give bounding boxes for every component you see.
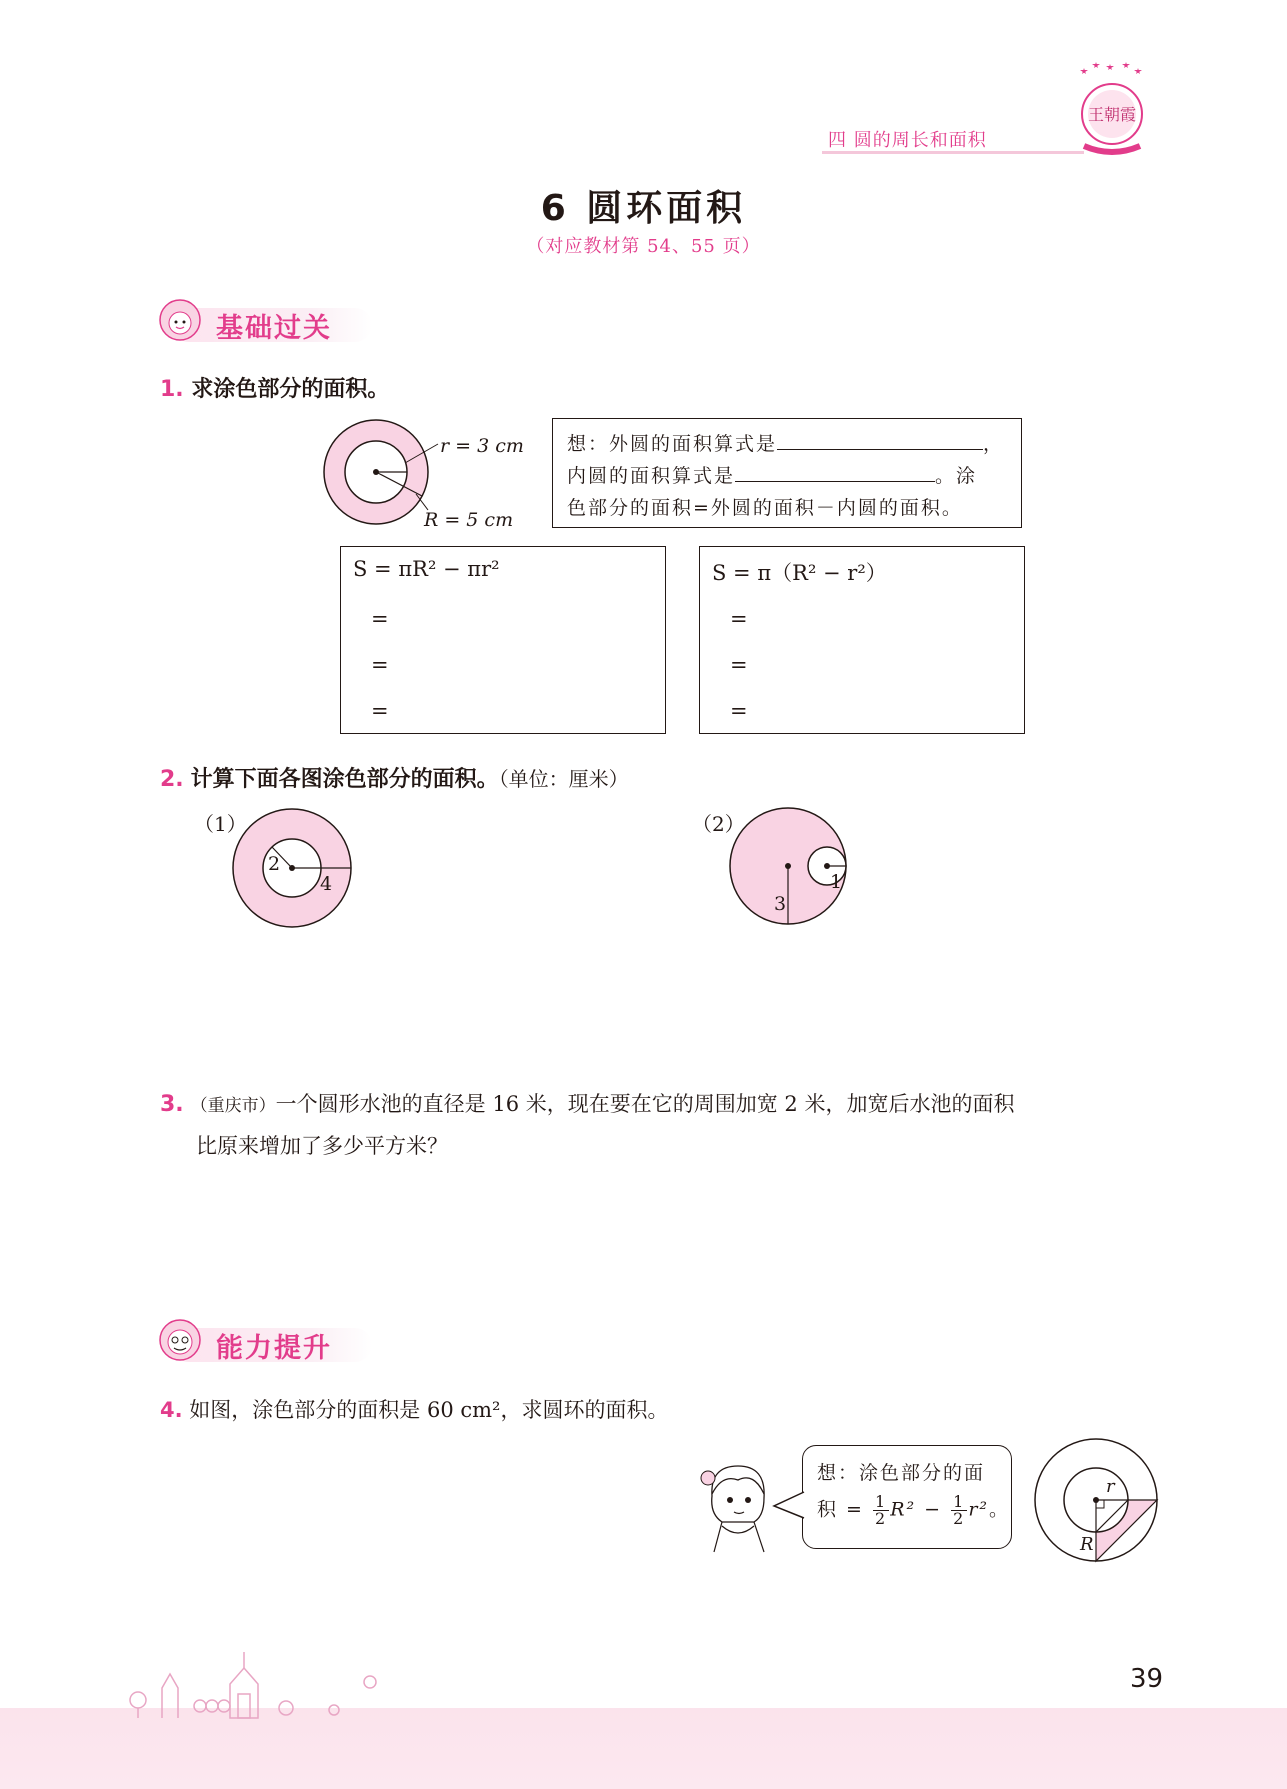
section-label-basic: 基础过关 <box>216 313 332 344</box>
q1-think-box: 想：外圆的面积算式是 ， 内圆的面积算式是 。涂 色部分的面积=外圆的面积－内圆的面积。 <box>552 418 1022 528</box>
label-R: R = 5 cm <box>424 509 514 531</box>
q2-fig1-ring <box>230 806 354 930</box>
grandpa-face-icon <box>158 1318 202 1362</box>
question-3-line1 <box>160 1088 1014 1118</box>
fig-1-label: （1） <box>194 812 247 836</box>
eq-sign: = <box>730 699 748 723</box>
question-number: 1. <box>160 377 184 402</box>
answer-blank-inner[interactable] <box>735 462 935 482</box>
fig2-small-radius: 1 <box>830 871 843 893</box>
question-source: （重庆市） <box>190 1096 276 1116</box>
fig2-big-radius: 3 <box>774 893 787 915</box>
formula-head: S = π（R² − r²） <box>712 561 887 585</box>
question-number: 2. <box>160 767 184 792</box>
think-text: 内圆的面积算式是 <box>567 465 736 487</box>
unit-note: （单位：厘米） <box>498 767 629 791</box>
q4-label-R: R <box>1080 1534 1094 1555</box>
fig1-outer-radius: 4 <box>320 873 333 895</box>
eq-sign: = <box>371 607 389 631</box>
question-number: 4. <box>160 1398 183 1422</box>
question-text: 计算下面各图涂色部分的面积。 <box>190 767 499 792</box>
footer-castle-decoration <box>120 1644 420 1720</box>
question-4 <box>160 1394 668 1424</box>
page-title: 6 圆环面积 <box>540 188 747 229</box>
question-text: 求涂色部分的面积。 <box>191 377 390 402</box>
eq-sign: = <box>730 653 748 677</box>
formula-head: S = πR² − πr² <box>353 557 500 581</box>
q4-speech-bubble <box>802 1445 1012 1549</box>
girl-face-icon <box>158 298 202 342</box>
q4-ring-figure <box>1030 1436 1160 1566</box>
question-number: 3. <box>160 1092 184 1117</box>
q4-label-r: r <box>1106 1476 1115 1497</box>
question-text: 一个圆形水池的直径是 16 米，现在要在它的周围加宽 2 米，加宽后水池的面积 <box>275 1092 1015 1116</box>
q1-calc-box-2[interactable] <box>699 546 1025 734</box>
footer-band <box>0 1708 1287 1789</box>
section-header-basic <box>158 298 378 346</box>
q2-fig2-circle <box>728 806 852 930</box>
page-subtitle: （对应教材第 54、55 页） <box>526 236 761 257</box>
think-text: 色部分的面积=外圆的面积－内圆的面积。 <box>567 497 963 519</box>
think-formula: 积 = $\frac{1}{2}$ R² − $\frac{1}{2}$ r²。 <box>817 1492 1011 1528</box>
question-3-line2: 比原来增加了多少平方米？ <box>196 1134 448 1158</box>
question-1 <box>160 372 389 403</box>
eq-sign: = <box>730 607 748 631</box>
badge-text: 王朝霞 <box>1087 105 1137 124</box>
answer-blank-outer[interactable] <box>777 430 983 450</box>
speech-bubble-tail <box>772 1490 806 1520</box>
eq-sign: = <box>371 699 389 723</box>
label-r: r = 3 cm <box>440 435 524 457</box>
chapter-label: 四 圆的周长和面积 <box>828 130 987 151</box>
think-text: 想：外圆的面积算式是 <box>567 433 778 455</box>
q1-ring-figure <box>318 418 538 538</box>
think-text: 想：涂色部分的面 <box>817 1462 986 1484</box>
girl-thinking-illustration <box>692 1456 782 1556</box>
fig1-inner-radius: 2 <box>268 853 281 875</box>
fig-2-label: （2） <box>692 812 745 836</box>
question-2 <box>160 762 629 793</box>
q1-calc-box-1[interactable] <box>340 546 666 734</box>
section-header-advanced <box>158 1318 378 1366</box>
page-number: 39 <box>1130 1664 1164 1694</box>
question-text: 如图，涂色部分的面积是 60 cm²，求圆环的面积。 <box>189 1398 669 1422</box>
section-label-advanced: 能力提升 <box>216 1333 332 1364</box>
eq-sign: = <box>371 653 389 677</box>
brand-badge-logo <box>1074 62 1150 158</box>
